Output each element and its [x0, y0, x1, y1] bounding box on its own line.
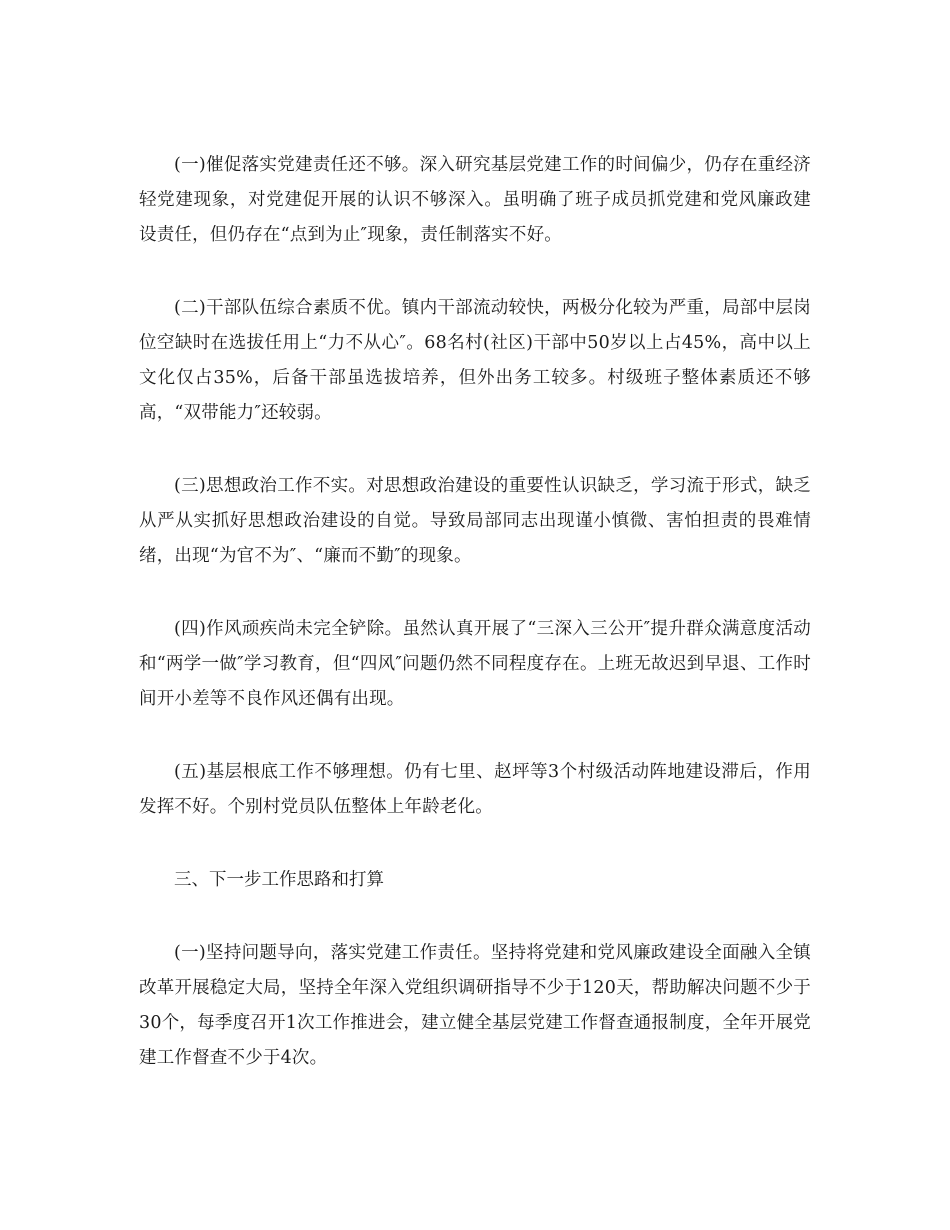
paragraph-gap: [139, 717, 811, 755]
paragraph-gap: [139, 253, 811, 291]
paragraph-gap: [139, 574, 811, 612]
section-heading: 三、下一步工作思路和打算: [174, 870, 384, 890]
paragraph-4: (四)作风顽疾尚未完全铲除。虽然认真开展了“三深入三公开″提升群众满意度活动和“两学一做″学习教育，但“四风″问题仍然不同程度存在。上班无故迟到早退、工作时间开小差等不良作风还偶有出现。: [139, 619, 811, 709]
paragraph-gap: [139, 825, 811, 863]
paragraph-3: (三)思想政治工作不实。对思想政治建设的重要性认识缺乏，学习流于形式，缺乏从严从实抓好思想政治建设的自觉。导致局部同志出现谨小慎微、害怕担责的畏难情绪，出现“为官不为″、“廉而不勤″的现象。: [139, 476, 811, 566]
document-body: [139, 148, 811, 1076]
paragraph-6: (一)坚持问题导向，落实党建工作责任。坚持将党建和党风廉政建设全面融入全镇改革开展稳定大局，坚持全年深入党组织调研指导不少于120天，帮助解决问题不少于30个，每季度召开1次工作推进会，建立健全基层党建工作督查通报制度，全年开展党建工作督查不少于4次。: [139, 943, 811, 1068]
paragraph-1: (一)催促落实党建责任还不够。深入研究基层党建工作的时间偏少，仍存在重经济轻党建现象，对党建促开展的认识不够深入。虽明确了班子成员抓党建和党风廉政建设责任，但仍存在“点到为止″现象，责任制落实不好。: [139, 155, 811, 245]
paragraph-gap: [139, 898, 811, 936]
paragraph-gap: [139, 431, 811, 469]
paragraph-5: (五)基层根底工作不够理想。仍有七里、赵坪等3个村级活动阵地建设滞后，作用发挥不好。个别村党员队伍整体上年龄老化。: [139, 762, 811, 817]
paragraph-2: (二)干部队伍综合素质不优。镇内干部流动较快，两极分化较为严重，局部中层岗位空缺时在选拔任用上“力不从心″。68名村(社区)干部中50岁以上占45%，高中以上文化仅占35%，后备干部虽选拔培养，但外出务工较多。村级班子整体素质还不够高，“双带能力″还较弱。: [139, 298, 811, 423]
